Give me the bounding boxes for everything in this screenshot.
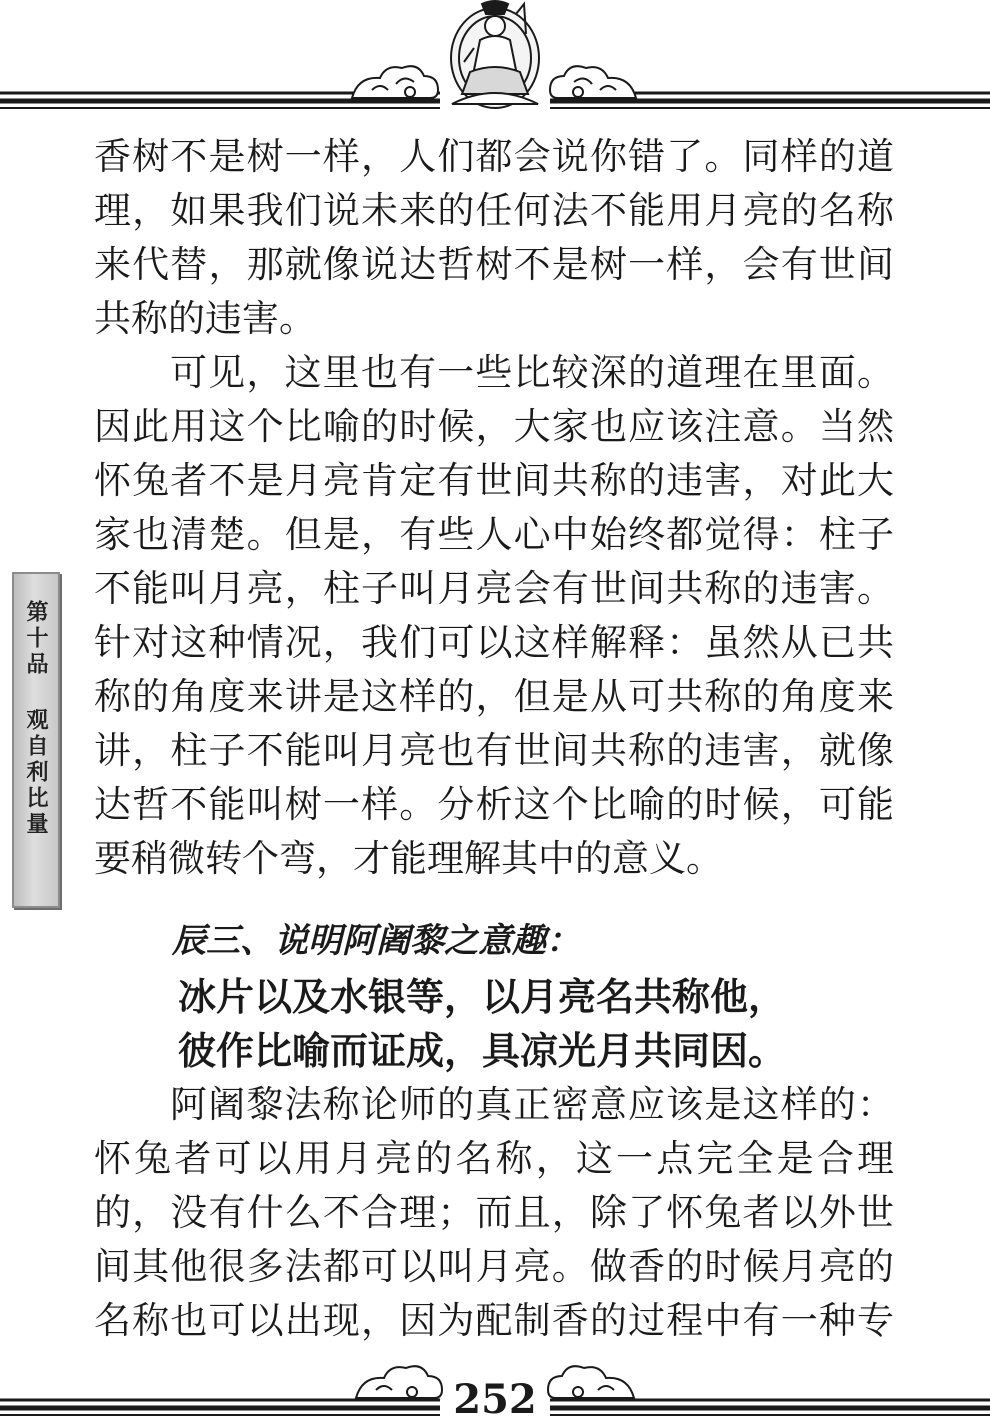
cloud-ornament-left-icon (352, 66, 438, 98)
text-line: 称的角度来讲是这样的，但是从可共称的角度来 (94, 675, 894, 718)
footer-cloud-right-icon (548, 1366, 634, 1398)
verse-line: 冰片以及水银等，以月亮名共称他， (178, 975, 787, 1019)
text-line: 阿阇黎法称论师的真正密意应该是这样的： (170, 1083, 894, 1126)
text-line: 来代替，那就像说达哲树不是树一样，会有世间 (94, 243, 894, 286)
cloud-ornament-right-icon (550, 66, 636, 98)
body-text-continued (94, 1078, 894, 1348)
deity-figure-icon (451, 1, 539, 108)
verse-line: 彼作比喻而证成，具凉光月共同因。 (178, 1029, 787, 1073)
text-line: 理，如果我们说未来的任何法不能用月亮的名称 (94, 189, 894, 232)
text-line: 可见，这里也有一些比较深的道理在里面。 (170, 351, 894, 394)
page-number: 252 (453, 1376, 537, 1423)
text-line: 香树不是树一样，人们都会说你错了。同样的道 (94, 135, 894, 178)
text-line: 讲，柱子不能叫月亮也有世间共称的违害，就像 (94, 729, 894, 772)
section-heading: 辰三、说明阿阇黎之意趣： (172, 921, 580, 961)
text-line: 因此用这个比喻的时候，大家也应该注意。当然 (94, 405, 894, 448)
footer-cloud-left-icon (356, 1366, 442, 1398)
text-line: 的，没有什么不合理；而且，除了怀兔者以外世 (94, 1191, 894, 1234)
text-line: 间其他很多法都可以叫月亮。做香的时候月亮的 (94, 1245, 894, 1288)
text-line: 名称也可以出现，因为配制香的过程中有一种专 (94, 1299, 894, 1342)
text-line: 要稍微转个弯，才能理解其中的意义。 (94, 837, 723, 880)
chapter-side-tab-label: 第十品 观自利比量 (23, 600, 49, 838)
text-line: 不能叫月亮，柱子叫月亮会有世间共称的违害。 (94, 567, 894, 610)
text-line: 达哲不能叫树一样。分析这个比喻的时候，可能 (94, 783, 894, 826)
text-line: 怀兔者不是月亮肯定有世间共称的违害，对此大 (94, 459, 894, 502)
text-line: 针对这种情况，我们可以这样解释：虽然从已共 (94, 621, 894, 664)
text-line: 怀兔者可以用月亮的名称，这一点完全是合理 (94, 1137, 894, 1180)
text-line: 共称的违害。 (94, 297, 316, 340)
header-ornament (0, 0, 990, 118)
chapter-side-tab (12, 572, 60, 908)
body-text (94, 130, 894, 886)
text-line: 家也清楚。但是，有些人心中始终都觉得：柱子 (94, 513, 894, 556)
